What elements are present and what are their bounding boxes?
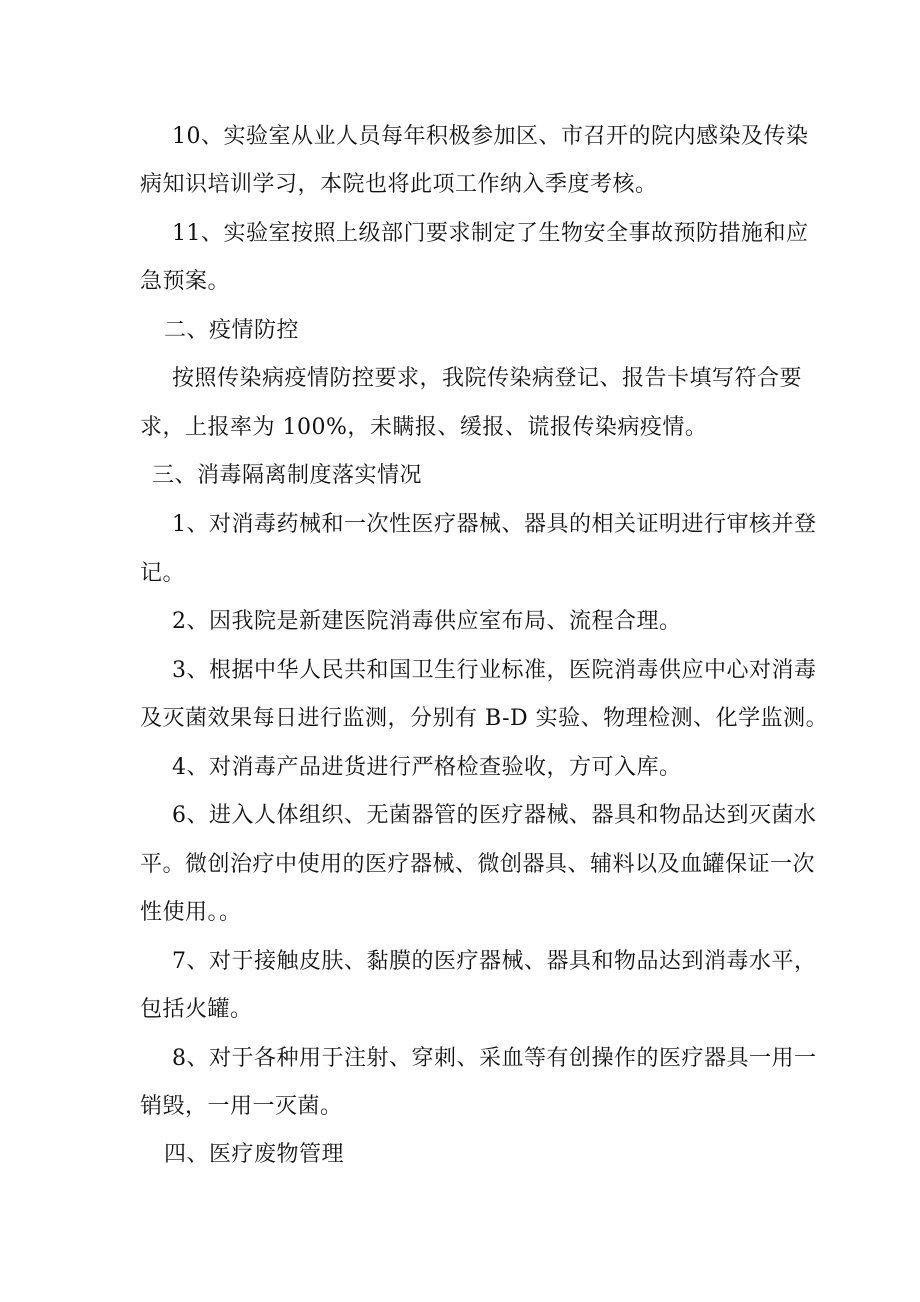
text-line: 3、根据中华人民共和国卫生行业标准，医院消毒供应中心对消毒 [172, 658, 817, 683]
section-heading: 三、消毒隔离制度落实情况 [152, 463, 423, 488]
text-line: 10、实验室从业人员每年积极参加区、市召开的院内感染及传染 [172, 124, 809, 149]
section-heading: 四、医疗废物管理 [164, 1142, 345, 1167]
text-line: 7、对于接触皮肤、黏膜的医疗器械、器具和物品达到消毒水平， [172, 949, 817, 974]
text-line: 2、因我院是新建医院消毒供应室布局、流程合理。 [172, 609, 682, 634]
text-line: 8、对于各种用于注射、穿刺、采血等有创操作的医疗器具一用一 [172, 1046, 817, 1071]
text-line: 性使用。。 [140, 900, 242, 925]
text-line: 按照传染病疫情防控要求，我院传染病登记、报告卡填写符合要 [172, 366, 803, 391]
text-line: 包括火罐。 [140, 997, 253, 1022]
text-line: 4、对消毒产品进货进行严格检查验收，方可入库。 [172, 755, 682, 780]
text-line: 病知识培训学习，本院也将此项工作纳入季度考核。 [140, 172, 658, 197]
text-line: 急预案。 [140, 269, 231, 294]
text-line: 求，上报率为 100%，未瞒报、缓报、谎报传染病疫情。 [140, 415, 708, 440]
text-line: 记。 [140, 561, 186, 586]
text-line: 1、对消毒药械和一次性医疗器械、器具的相关证明进行审核并登 [172, 512, 817, 537]
text-line: 6、进入人体组织、无菌器管的医疗器械、器具和物品达到灭菌水 [172, 803, 817, 828]
text-line: 平。微创治疗中使用的医疗器械、微创器具、辅料以及血罐保证一次 [140, 852, 816, 877]
text-line: 11、实验室按照上级部门要求制定了生物安全事故预防措施和应 [172, 221, 809, 246]
text-line: 销毁，一用一灭菌。 [140, 1094, 343, 1119]
section-heading: 二、疫情防控 [164, 318, 300, 343]
text-line: 及灭菌效果每日进行监测，分别有 B-D 实验、物理检测、化学监测。 [140, 706, 829, 731]
